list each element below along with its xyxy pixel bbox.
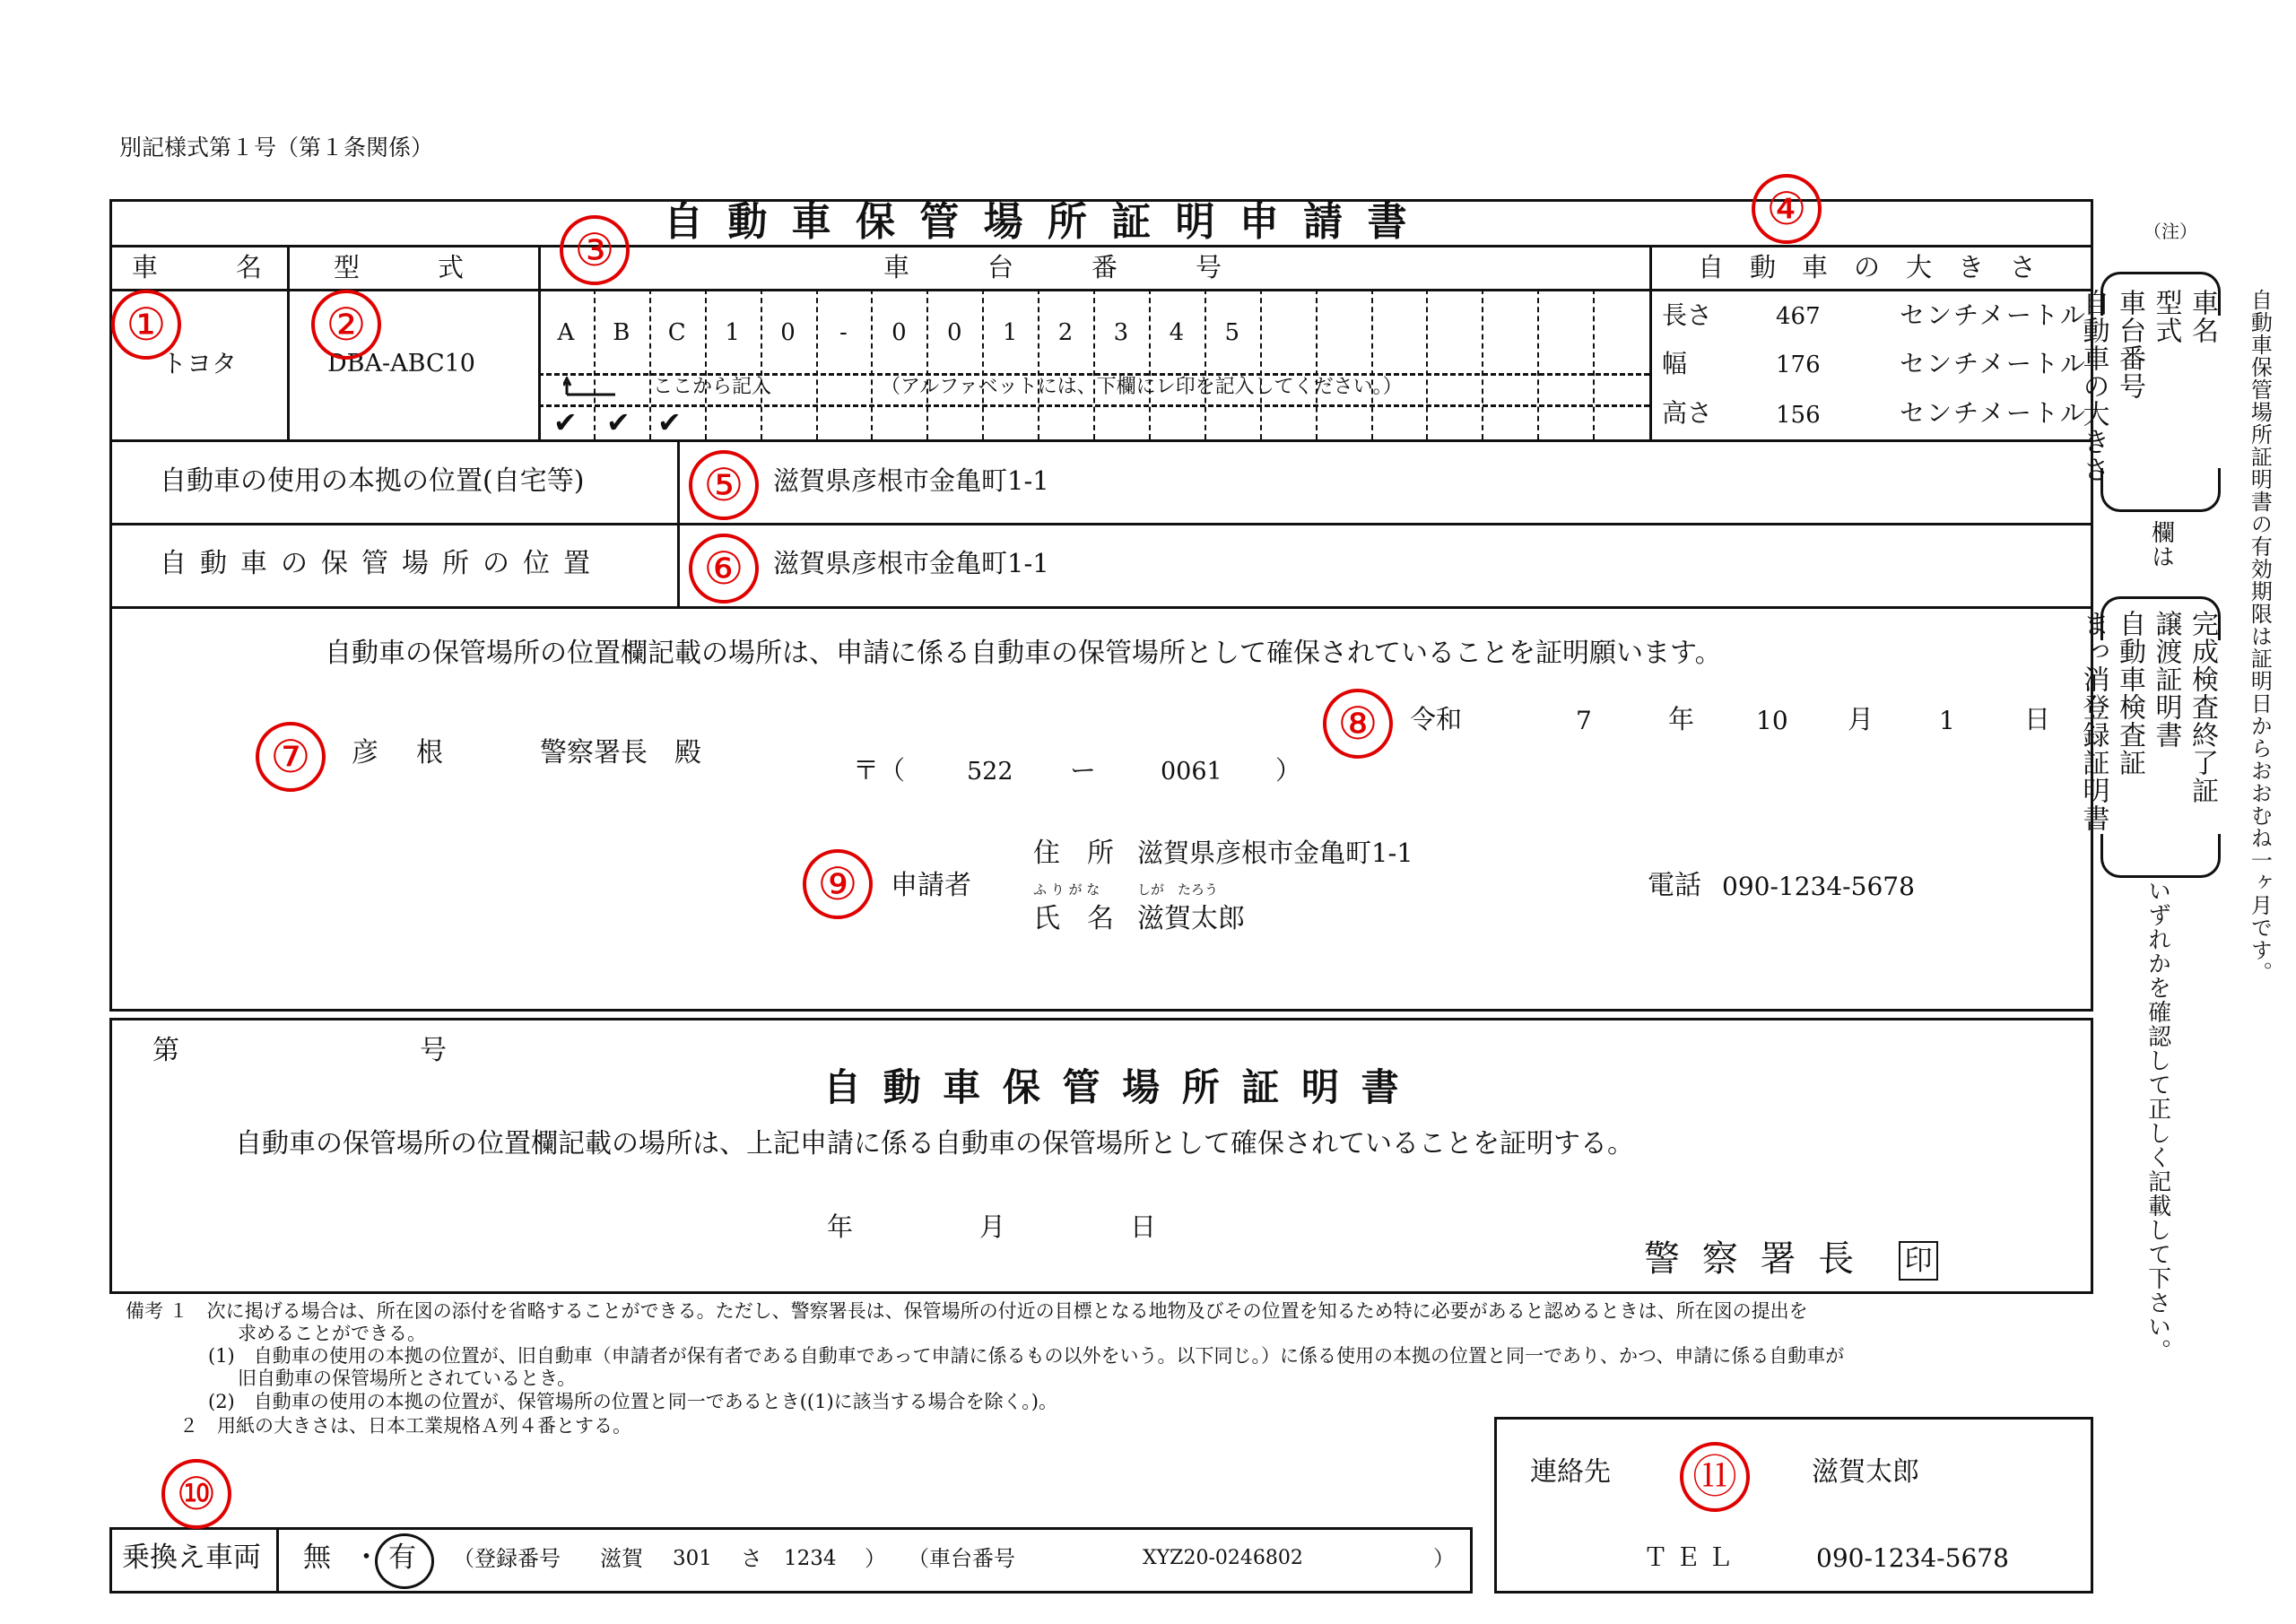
applicant-furigana[interactable]: しが たろう [1137,881,1219,898]
chassis-cell-divider [649,289,651,439]
certificate-day-unit: 日 [1130,1211,1157,1242]
remark-line-1: 備考 １ 次に掲げる場合は、所在図の添付を省略することができる。ただし、警察署長は、保管場所の付近の目標となる地物及びその位置を知るため特に必要があると認めるときは、所在図の提出を [126,1300,1808,1322]
chassis-cell-divider [816,289,818,439]
rule [109,439,2093,442]
remark-line-4: 旧自動車の保管場所とされているとき。 [238,1368,577,1389]
size-length-value[interactable]: 467 [1776,303,1821,330]
chassis-cell-divider [1205,289,1206,439]
chassis-cell-divider [1426,289,1428,439]
replacement-dot: ・ [352,1541,380,1574]
dashed-rule [538,404,1649,407]
replacement-chassis-label: （車台番号 [908,1546,1015,1571]
bracket-bottom [2100,468,2221,512]
validity-note: 自動車保管場所証明書の有効期限は証明日からおおむね一ヶ月です。 [2247,289,2273,984]
size-length-unit: センチメートル [1900,300,2087,330]
side-note-label: （注） [2144,221,2197,242]
rule [287,245,290,439]
certificate-statement: 自動車の保管場所の位置欄記載の場所は、上記申請に係る自動車の保管場所として確保されていることを証明する。 [235,1128,1634,1159]
remark-line-6: ２ 用紙の大きさは、日本工業規格Ａ列４番とする。 [179,1415,631,1437]
base-location-label: 自動車の使用の本拠の位置(自宅等) [160,465,585,497]
replacement-yes[interactable]: 有 [388,1541,416,1574]
applicant-address-label: 住 所 [1033,838,1114,869]
side-group-2-item: まっ消登録証明書 [2077,610,2109,832]
contact-label: 連絡先 [1530,1456,1611,1488]
rule [1649,245,1652,439]
postal-mark: 〒（ [853,755,906,786]
chassis-cell-divider [1093,289,1095,439]
header-model: 型 式 [334,252,465,282]
applicant-phone[interactable]: 090-1234-5678 [1722,872,1915,901]
chassis-cell-divider [705,289,707,439]
alpha-check-3[interactable]: ✔ [657,405,682,439]
chassis-cell-divider [1038,289,1039,439]
chassis-cell-divider [982,289,984,439]
rule [109,245,2093,248]
rule [109,523,2093,525]
size-height-unit: センチメートル [1900,398,2087,428]
chassis-char[interactable]: 2 [1057,319,1074,346]
police-station-suffix: 警察署長 殿 [540,737,701,769]
marker-3: ③ [560,215,630,285]
replacement-chassis-close: ） [1433,1546,1455,1571]
chassis-char[interactable]: - [839,319,848,346]
request-statement: 自動車の保管場所の位置欄記載の場所は、申請に係る自動車の保管場所として確保されていることを証明願います。 [325,638,1722,669]
chassis-char[interactable]: 0 [946,319,962,346]
rule [677,439,680,606]
size-height-label: 高さ [1662,398,1713,428]
replacement-chassis-number[interactable]: XYZ20-0246802 [1143,1547,1303,1569]
entry-arrow-icon [563,377,617,395]
side-group-2-item: 自動車検査証 [2114,610,2145,777]
contact-name[interactable]: 滋賀太郎 [1812,1456,1919,1488]
contact-tel-label: ＴＥＬ [1643,1542,1741,1572]
applicant-address[interactable]: 滋賀県彦根市金亀町1-1 [1137,838,1413,868]
side-group-2-item: 完成検査終了証 [2187,610,2218,804]
replacement-reg-area[interactable]: 滋賀 [600,1546,643,1571]
replacement-reg-close: ） [865,1546,886,1571]
replacement-reg-kana[interactable]: さ [741,1546,762,1571]
police-station-name[interactable]: 彦 根 [352,737,448,769]
applicant-furigana-label: ふ り が な [1033,881,1100,898]
postal-second[interactable]: 0061 [1161,758,1222,786]
chassis-cell-divider [594,289,596,439]
marker-8: ⑧ [1323,689,1393,759]
chassis-char[interactable]: 4 [1169,319,1185,346]
parking-location-value[interactable]: 滋賀県彦根市金亀町1-1 [773,548,1049,578]
chassis-char[interactable]: B [613,319,631,346]
alpha-note: （アルファベットには、下欄にレ印を記入してください。） [881,376,1403,398]
marker-9: ⑨ [803,849,873,919]
applicant-label: 申請者 [891,870,971,901]
chassis-cell-divider [1316,289,1318,439]
date-year-unit: 年 [1668,704,1695,734]
size-width-label: 幅 [1662,349,1688,378]
car-name-value[interactable]: トヨタ [161,349,238,378]
form-title: 自 動 車 保 管 場 所 証 明 申 請 書 [664,199,1413,245]
rule [109,289,2093,291]
chassis-cell-divider [926,289,928,439]
certificate-month-unit: 月 [979,1211,1006,1242]
applicant-name[interactable]: 滋賀太郎 [1137,903,1245,934]
chassis-cell-divider [1260,289,1262,439]
applicant-name-label: 氏 名 [1033,903,1114,934]
remark-line-2: 求めることができる。 [238,1323,426,1344]
marker-10: ⑩ [161,1459,231,1529]
date-month-unit: 月 [1848,704,1874,734]
chassis-cell-divider [871,289,873,439]
side-group-2 [2077,610,2219,843]
replacement-reg-number[interactable]: 1234 [784,1547,837,1570]
date-day[interactable]: 1 [1939,706,1955,735]
alpha-check-1[interactable]: ✔ [553,405,578,439]
chassis-char[interactable]: 5 [1224,319,1240,346]
remark-line-5: (2) 自動車の使用の本拠の位置が、保管場所の位置と同一であるとき((1)に該当する場合を除く。)。 [208,1391,1057,1412]
replacement-label: 乗換え車両 [122,1541,261,1574]
date-era: 令和 [1410,704,1463,734]
chassis-cell-divider [1149,289,1151,439]
rule [109,606,2093,609]
date-year[interactable]: 7 [1576,706,1592,735]
size-width-value[interactable]: 176 [1776,352,1821,378]
certificate-number-suffix: 号 [420,1035,447,1066]
side-bottom-note: いずれかを確認して正しく記載して下さい。 [2144,879,2171,1363]
header-chassis: 車 台 番 号 [883,252,1222,282]
header-size: 自 動 車 の 大 き さ [1698,252,2037,282]
chassis-cell-divider [1482,289,1483,439]
chassis-char[interactable]: 1 [725,319,740,346]
applicant-phone-label: 電話 [1648,870,1701,901]
size-length-label: 長さ [1662,300,1713,330]
chassis-char[interactable]: 3 [1113,319,1129,346]
marker-11: ⑪ [1680,1442,1750,1512]
marker-1: ① [111,290,181,360]
chassis-char[interactable]: 0 [780,319,796,346]
seal-label: 印 [1904,1245,1933,1277]
entry-note: ここから記入 [653,376,772,398]
form-number: 別記様式第１号（第１条関係） [119,135,434,161]
side-group-1-item: 自動車の大きさ [2077,289,2109,483]
chassis-cell-divider [1537,289,1539,439]
postal-close: ） [1275,755,1302,786]
chassis-cell-divider [761,289,762,439]
postal-first[interactable]: 522 [967,758,1013,786]
marker-6: ⑥ [689,534,759,604]
side-middle: 欄は [2147,520,2175,569]
marker-7: ⑦ [256,722,326,792]
base-location-value[interactable]: 滋賀県彦根市金亀町1-1 [773,465,1049,496]
certificate-year-unit: 年 [827,1211,854,1242]
size-width-unit: センチメートル [1900,349,2087,378]
date-month[interactable]: 10 [1756,706,1788,735]
marker-4: ④ [1752,174,1822,244]
replacement-no[interactable]: 無 [303,1541,331,1574]
bracket-bottom [2100,834,2221,878]
size-height-value[interactable]: 156 [1776,402,1821,429]
postal-dash: ー [1070,755,1097,786]
parking-location-label: 自動車の保管場所の位置 [160,548,604,579]
certificate-title: 自 動 車 保 管 場 所 証 明 書 [823,1065,1404,1109]
side-group-1-item: 型式 [2150,289,2182,344]
certificate-number-prefix: 第 [152,1035,179,1066]
date-day-unit: 日 [2024,704,2051,734]
replacement-reg-class[interactable]: 301 [673,1547,712,1570]
alpha-check-2[interactable]: ✔ [606,405,631,439]
side-group-1-item: 車名 [2187,289,2218,344]
marker-5: ⑤ [689,450,759,520]
chassis-cell-divider [1593,289,1595,439]
side-group-2-item: 譲渡証明書 [2150,610,2182,749]
chassis-char[interactable]: 0 [891,319,907,346]
marker-2: ② [311,290,381,360]
header-car-name: 車 名 [132,252,263,282]
chassis-char[interactable]: A [557,319,575,346]
chassis-char[interactable]: C [667,319,686,346]
contact-tel[interactable]: 090-1234-5678 [1816,1543,2009,1573]
model-value[interactable]: DBA-ABC10 [327,350,475,378]
replacement-reg-label: （登録番号 [453,1546,561,1571]
chassis-cell-divider [1371,289,1373,439]
chassis-char[interactable]: 1 [1002,319,1018,346]
certificate-signer: 警 察 署 長 [1644,1238,1860,1280]
seal-stamp [1899,1241,1938,1281]
side-group-1-item: 車台番号 [2114,289,2145,400]
rule [276,1527,279,1594]
side-group-1 [2077,289,2219,484]
remark-line-3: (1) 自動車の使用の本拠の位置が、旧自動車（申請者が保有者である自動車であって申請に係るもの以外をいう。以下同じ。）に係る使用の本拠の位置と同一であり、かつ、申請に係る自動車が [208,1345,1845,1367]
